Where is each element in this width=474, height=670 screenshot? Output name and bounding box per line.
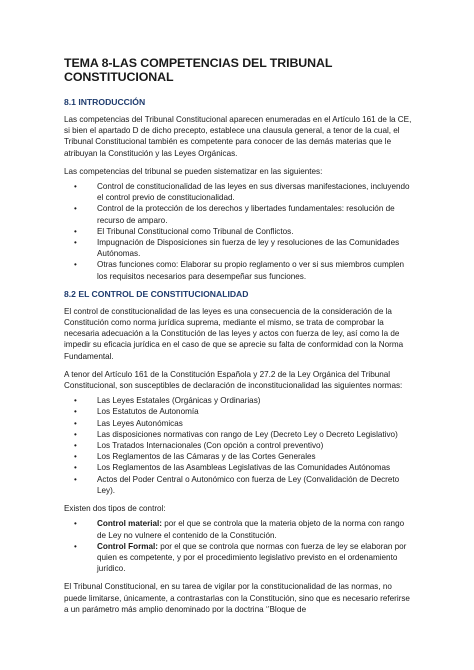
bullet-icon: • bbox=[74, 429, 77, 439]
bullet-icon: • bbox=[74, 226, 77, 236]
paragraph: El Tribunal Constitucional, en su tarea de vigilar por la constitucionalidad de las normas, no puede limitarse, únicamente, a contrastarlas con la Constitución, sino que es necesario referirse a un parámetro más amplio denominado por la doctrina ‘’Bloque de bbox=[64, 582, 410, 614]
bullet-icon: • bbox=[74, 441, 77, 451]
list-item bbox=[64, 203, 412, 225]
section-heading-introduccion: 8.1 INTRODUCCIÓN bbox=[64, 97, 146, 107]
bullet-icon: • bbox=[74, 260, 77, 270]
bullet-icon: • bbox=[74, 396, 77, 406]
control-term: Control Formal: bbox=[97, 541, 158, 551]
list-item-text: Las Leyes Autonómicas bbox=[97, 418, 183, 428]
list-item-text: Los Reglamentos de las Cámaras y de las Cortes Generales bbox=[97, 452, 316, 462]
control-text: por el que se controla que la materia objeto de la norma con rango de Ley no vulnere el contenido de la Constitución. bbox=[97, 519, 405, 540]
list-item-text: Control de la protección de los derechos y libertades fundamentales: resolución de recurso de amparo. bbox=[97, 204, 395, 225]
bullet-icon: • bbox=[74, 407, 77, 417]
document-title: TEMA 8-LAS COMPETENCIAS DEL TRIBUNAL CONSTITUCIONAL bbox=[64, 56, 333, 84]
list-item bbox=[64, 462, 412, 473]
paragraph: Las competencias del tribunal se pueden sistematizar en las siguientes: bbox=[64, 166, 323, 176]
list-item-text: El Tribunal Constitucional como Tribunal de Conflictos. bbox=[97, 226, 294, 236]
list-item bbox=[64, 518, 412, 540]
bullet-icon: • bbox=[74, 182, 77, 192]
list-item bbox=[64, 440, 412, 451]
section-heading-control: 8.2 EL CONTROL DE CONSTITUCIONALIDAD bbox=[64, 288, 249, 299]
bullet-icon: • bbox=[74, 519, 77, 529]
bullet-icon: • bbox=[74, 418, 77, 428]
list-item-text: Control de constitucionalidad de las leyes en sus diversas manifestaciones, incluyendo el control previo de constitucionalidad. bbox=[97, 182, 410, 203]
control-text: por el que se controla que normas con fuerza de ley se elaboran por quien es competente, y por el procedimiento legislativo previsto en el ordenamiento jurídico. bbox=[97, 541, 407, 574]
bullet-icon: • bbox=[74, 204, 77, 214]
bullet-icon: • bbox=[74, 541, 77, 551]
paragraph: El control de constitucionalidad de las leyes es una consecuencia de la consideración de la Constitución como norma jurídica suprema, mediante el mismo, se trata de comprobar la necesaria adecuación a la Constitución de las leyes y actos con fuerza de ley, así como la de impedir su eficacia jurídica en el caso de que se aprecie su falta de conformidad con la Norma Fundamental. bbox=[64, 306, 404, 361]
bullet-icon: • bbox=[74, 474, 77, 484]
list-item-text: Los Tratados Internacionales (Con opción a control preventivo) bbox=[97, 441, 324, 451]
list-item-text: Los Estatutos de Autonomía bbox=[97, 407, 199, 417]
list-item bbox=[64, 226, 412, 237]
list-item bbox=[64, 541, 412, 575]
list-item bbox=[64, 406, 412, 417]
list-item-text: Los Reglamentos de las Asambleas Legislativas de las Comunidades Autónomas bbox=[97, 463, 391, 473]
list-item-text: Las disposiciones normativas con rango de Ley (Decreto Ley o Decreto Legislativo) bbox=[97, 429, 398, 439]
competencias-list bbox=[64, 181, 412, 282]
bullet-icon: • bbox=[74, 452, 77, 462]
list-item-text: Las Leyes Estatales (Orgánicas y Ordinarias) bbox=[97, 396, 261, 406]
paragraph: Las competencias del Tribunal Constitucional aparecen enumeradas en el Artículo 161 de la CE, si bien el apartado D de dicho precepto, establece una clausula general, a tenor de la cual, el Tribunal Constitucional también es competente para conocer de las demás materias que le atribuyan la Constitución y las Leyes Orgánicas. bbox=[64, 115, 412, 158]
list-item bbox=[64, 418, 412, 429]
list-item-text: Impugnación de Disposiciones sin fuerza de ley y resoluciones de las Comunidades Autónomas. bbox=[97, 238, 400, 259]
list-item-text: Otras funciones como: Elaborar su propio reglamento o ver si sus miembros cumplen los requisitos necesarios para desempeñar sus funciones. bbox=[97, 260, 405, 281]
list-item bbox=[64, 181, 412, 203]
list-item bbox=[64, 474, 412, 496]
bullet-icon: • bbox=[74, 463, 77, 473]
list-item bbox=[64, 259, 412, 281]
list-item bbox=[64, 429, 412, 440]
control-types-list bbox=[64, 518, 412, 574]
list-item bbox=[64, 395, 412, 406]
paragraph: Existen dos tipos de control: bbox=[64, 504, 166, 514]
normas-list bbox=[64, 395, 412, 496]
control-term: Control material: bbox=[97, 519, 163, 529]
list-item bbox=[64, 237, 412, 259]
bullet-icon: • bbox=[74, 238, 77, 248]
paragraph: A tenor del Artículo 161 de la Constitución Española y 27.2 de la Ley Orgánica del Tribunal Constitucional, son susceptibles de declaración de inconstitucionalidad las siguientes normas: bbox=[64, 369, 403, 391]
list-item bbox=[64, 451, 412, 462]
list-item-text: Actos del Poder Central o Autonómico con fuerza de Ley (Convalidación de Decreto Ley). bbox=[97, 474, 400, 495]
